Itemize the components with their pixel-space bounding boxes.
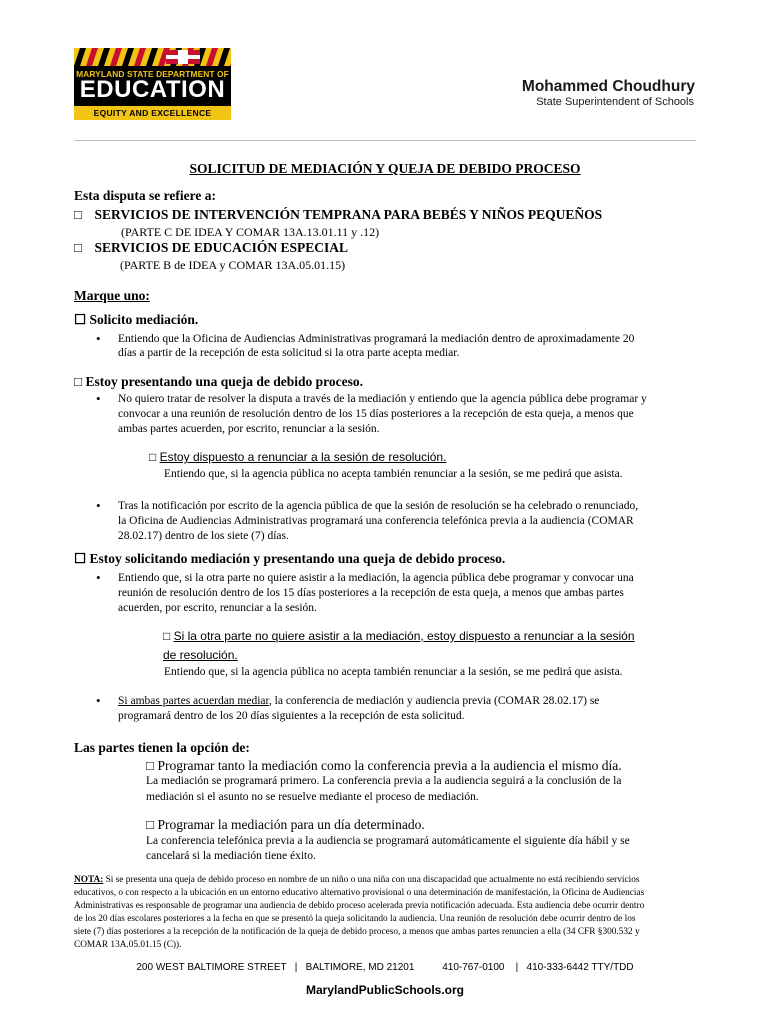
checkbox-special-ed[interactable]: □ (74, 240, 83, 255)
option-infants-row[interactable] (74, 207, 602, 222)
opt2-line2: cancelará si la mediación tiene éxito. (146, 850, 316, 862)
note-line-2: educativos, o con respecto a la ubicación en un entorno educativo alternativo provisional o una determinación de manifestación, la Oficina de Audiencias (74, 888, 645, 898)
mark-one-label: Marque uno: (74, 288, 150, 303)
options-title: Las partes tienen la opción de: (74, 740, 250, 755)
bullet: • (96, 570, 101, 585)
note-line-4: de los 20 días escolares posteriores a la fecha en que se presentó la queja solicitando la audiencia. Una reunión de resolución debe ocurrir dentro de los (74, 914, 636, 924)
option-set-day-row[interactable] (146, 817, 425, 832)
section-complaint-row[interactable] (74, 374, 363, 389)
sec2-bullet2-line1: Tras la notificación por escrito de la agencia pública de que la sesión de resolución se ha celebrado o renunciado, (118, 500, 639, 512)
waive-resolution-label: Estoy dispuesto a renunciar a la sesión de resolución. (159, 450, 447, 464)
opt1-line1: La mediación se programará primero. La conferencia previa a la audiencia seguirá a la conclusión de la (146, 775, 622, 787)
superintendent-name: Mohammed Choudhury (521, 78, 695, 95)
waive-if-no-mediation-label-2: de resolución. (163, 648, 238, 662)
checkbox-waive-if-no-mediation[interactable]: □ (163, 629, 171, 643)
sec1-bullet1-line2: días a partir de la recepción de esta solicitud si la otra parte acepta mediar. (118, 347, 460, 359)
sec2-bullet1-line2: convocar a una reunión de resolución dentro de los 15 días posteriores a la recepción de esta queja, a menos que (118, 408, 634, 420)
option-special-ed-ref: (PARTE B de IDEA y COMAR 13A.05.01.15) (120, 258, 346, 272)
note-text-1: Si se presenta una queja de debido proceso en nombre de un niño o una niña con una discapacidad que actualmente no está recibiendo servicios (103, 875, 640, 885)
sec3-bullet2-rest: , la conferencia de mediación y audiencia previa (COMAR 28.02.17) se (268, 695, 600, 707)
logo-line-3: EQUITY AND EXCELLENCE (74, 106, 231, 120)
footer-website-link[interactable]: MarylandPublicSchools.org (305, 983, 465, 997)
msde-logo (74, 48, 231, 120)
note-line-1 (74, 874, 639, 887)
form-title: SOLICITUD DE MEDIACIÓN Y QUEJA DE DEBIDO PROCESO (189, 161, 581, 176)
logo-line-1: MARYLAND STATE DEPARTMENT OF (76, 69, 229, 79)
sec1-bullet1-line1: Entiendo que la Oficina de Audiencias Administrativas programará la mediación dentro de aproximadamente 20 (118, 333, 635, 345)
sec2-waive-note: Entiendo que, si la agencia pública no acepta también renunciar a la sesión, se me pedirá que asista. (164, 468, 623, 480)
maryland-flag-banner (74, 48, 231, 66)
sec3-bullet2-line1 (118, 694, 599, 709)
sec2-bullet1-line3: ambas partes acuerden, por escrito, renunciar a la sesión. (118, 423, 380, 435)
opt1-line2: mediación si el asunto no se resuelve mediante el proceso de mediación. (146, 791, 479, 803)
checkbox-waive-resolution[interactable]: □ (149, 450, 157, 464)
note-line-5: siete (7) días posteriores a la recepción de la notificación de la queja de debido proceso, a menos que ambas partes renuncien a ella (34 CFR §300.532 y (74, 927, 640, 937)
bullet: • (96, 498, 101, 513)
waive-resolution-row[interactable] (149, 450, 446, 465)
note-label: NOTA: (74, 875, 104, 885)
checkbox-infants[interactable]: □ (74, 207, 83, 222)
note-line-6: COMAR 13A.05.01.15 (C)). (74, 940, 182, 950)
option-infants-ref: (PARTE C DE IDEA Y COMAR 13A.13.01.11 y .12) (121, 225, 380, 239)
flag-cross-bar (166, 55, 200, 59)
sec3-bullet1-line2: reunión de resolución dentro de los 15 días posteriores a la recepción de esta queja, a menos que ambas partes (118, 587, 624, 599)
sec3-bullet2-link: Si ambas partes acuerdan mediar (118, 695, 269, 707)
waive-if-no-mediation-row[interactable] (163, 629, 635, 644)
option-same-day-row[interactable] (146, 758, 622, 773)
header-divider (74, 140, 696, 141)
waive-if-no-mediation-label: Si la otra parte no quiere asistir a la mediación, estoy dispuesto a renunciar a la sesión (173, 629, 635, 643)
section-both-row[interactable] (74, 551, 505, 566)
dispute-label: Esta disputa se refiere a: (74, 188, 216, 203)
note-line-3: Administrativas es responsable de programar una audiencia de debido proceso acelerada previa notificación adecuada. Esta audiencia debe ocurrir dentro (74, 901, 645, 911)
checkbox-same-day[interactable]: □ (146, 758, 155, 773)
footer-address: 200 WEST BALTIMORE STREET | BALTIMORE, MD 21201 410-767-0100 | 410-333-6442 TTY/TDD (136, 962, 634, 973)
checkbox-complaint[interactable]: □ (74, 374, 83, 389)
option-special-ed-row[interactable] (74, 240, 348, 255)
option-same-day-label: Programar tanto la mediación como la conferencia previa a la audiencia el mismo día. (157, 758, 622, 773)
opt2-line1: La conferencia telefónica previa a la audiencia se programará automáticamente el siguiente día hábil y se (146, 835, 630, 847)
sec2-bullet2-line3: 28.02.17) dentro de los siete (7) días. (118, 530, 289, 542)
section-complaint-title: Estoy presentando una queja de debido proceso. (85, 374, 363, 389)
sec2-bullet1-line1: No quiero tratar de resolver la disputa a través de la mediación y entiendo que la agencia pública debe programar y (118, 393, 647, 405)
checkbox-both[interactable]: ☐ (74, 551, 87, 566)
option-set-day-label: Programar la mediación para un día determinado. (157, 817, 425, 832)
section-mediation-row[interactable] (74, 312, 198, 327)
sec3-bullet2-line2: programará dentro de los 20 días siguientes a la recepción de esta solicitud. (118, 710, 465, 722)
sec3-waive-note: Entiendo que, si la agencia pública no acepta también renunciar a la sesión, se me pedirá que asista. (164, 666, 623, 678)
option-special-ed-label: SERVICIOS DE EDUCACIÓN ESPECIAL (94, 240, 348, 255)
logo-line-2: EDUCATION (79, 76, 226, 103)
bullet: • (96, 693, 101, 708)
sec3-bullet1-line1: Entiendo que, si la otra parte no quiere asistir a la mediación, la agencia pública debe programar y convocar una (118, 572, 634, 584)
option-infants-label: SERVICIOS DE INTERVENCIÓN TEMPRANA PARA BEBÉS Y NIÑOS PEQUEÑOS (94, 207, 603, 222)
bullet: • (96, 331, 101, 346)
sec2-bullet2-line2: la Oficina de Audiencias Administrativas programará una conferencia telefónica previa a la audiencia (COMAR (118, 515, 634, 527)
checkbox-mediation[interactable]: ☐ (74, 312, 87, 327)
section-both-title: Estoy solicitando mediación y presentando una queja de debido proceso. (89, 551, 506, 566)
superintendent-title: State Superintendent of Schools (536, 96, 694, 108)
bullet: • (96, 391, 101, 406)
sec3-bullet1-line3: acuerden, por escrito, renunciar a la sesión. (118, 602, 317, 614)
logo-box (74, 66, 231, 120)
checkbox-set-day[interactable]: □ (146, 817, 155, 832)
section-mediation-title: Solicito mediación. (89, 312, 199, 327)
